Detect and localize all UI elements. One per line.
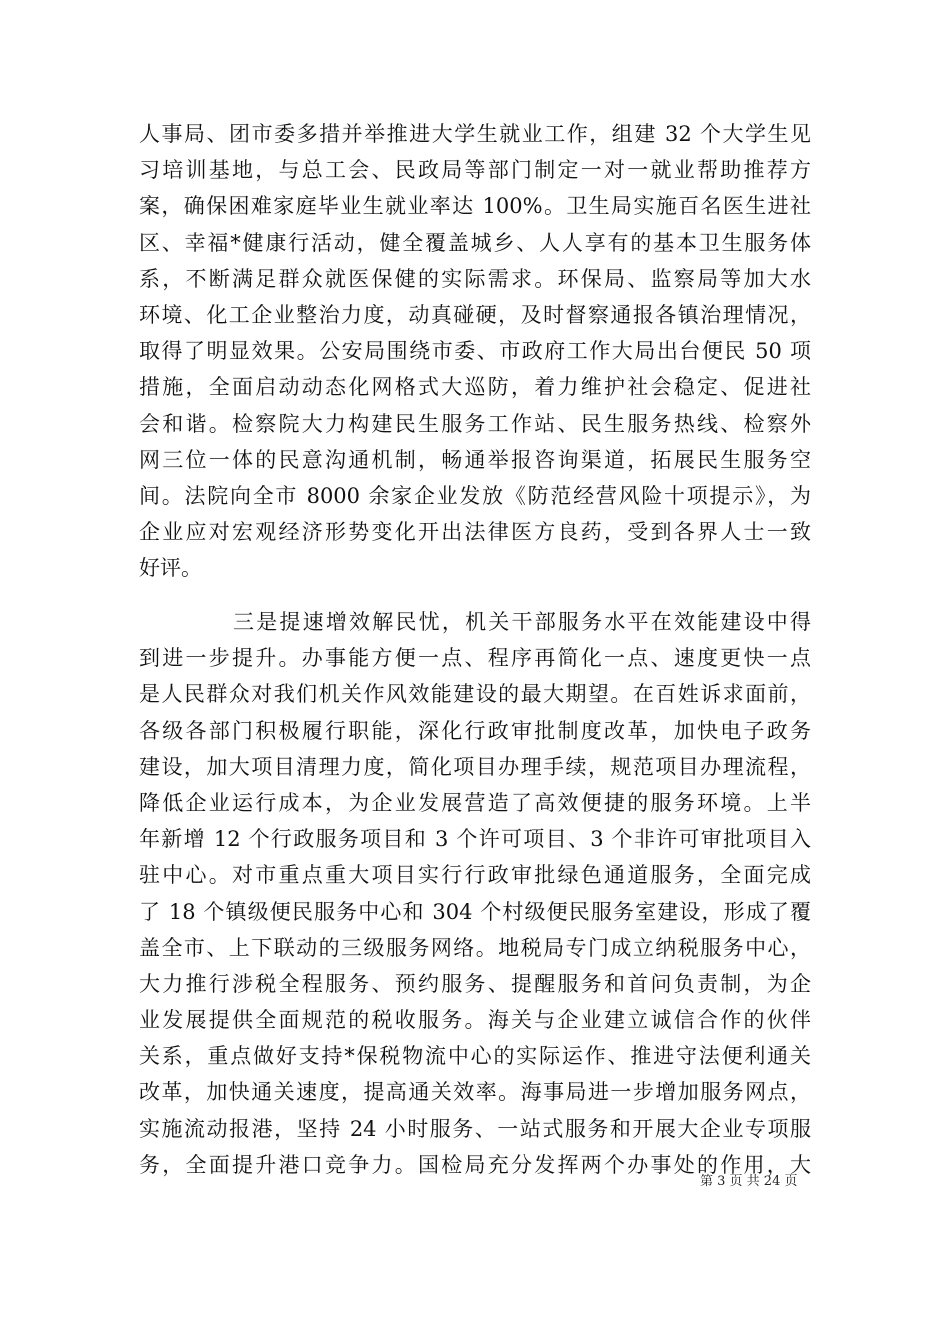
text-line: 取得了明显效果。公安局围绕市委、市政府工作大局出台便民 50 项: [139, 339, 811, 364]
text-line: 建设，加大项目清理力度，简化项目办理手续，规范项目办理流程，: [139, 754, 811, 779]
text-line: 区、幸福*健康行活动，健全覆盖城乡、人人享有的基本卫生服务体: [139, 230, 811, 255]
text-line: 驻中心。对市重点重大项目实行行政审批绿色通道服务，全面完成: [139, 863, 811, 888]
text-line: 降低企业运行成本，为企业发展营造了高效便捷的服务环境。上半: [139, 790, 811, 815]
text-line: 到进一步提升。办事能方便一点、程序再简化一点、速度更快一点: [139, 646, 811, 671]
text-line: 人事局、团市委多措并举推进大学生就业工作，组建 32 个大学生见: [139, 122, 811, 146]
text-line: 关系，重点做好支持*保税物流中心的实际运作、推进守法便利通关: [139, 1044, 811, 1069]
text-line: 年新增 12 个行政服务项目和 3 个许可项目、3 个非许可审批项目入: [139, 827, 811, 852]
text-line: 大力推行涉税全程服务、预约服务、提醒服务和首问负责制，为企: [139, 971, 811, 996]
text-line: 了 18 个镇级便民服务中心和 304 个村级便民服务室建设，形成了覆: [139, 899, 811, 924]
text-line: 网三位一体的民意沟通机制，畅通举报咨询渠道，拓展民生服务空: [139, 447, 811, 472]
text-line: 案，确保困难家庭毕业生就业率达 100%。卫生局实施百名医生进社: [139, 194, 811, 219]
paragraph-employment-services: [139, 116, 811, 586]
text-line: 盖全市、上下联动的三级服务网络。地税局专门成立纳税服务中心，: [139, 935, 811, 960]
page-number-footer: 第 3 页 共 24 页: [700, 1174, 798, 1189]
text-line: 会和谐。检察院大力构建民生服务工作站、民生服务热线、检察外: [139, 411, 811, 436]
text-line: 环境、化工企业整治力度，动真碰硬，及时督察通报各镇治理情况，: [139, 302, 811, 327]
text-line: 实施流动报港，坚持 24 小时服务、一站式服务和开展大企业专项服: [139, 1116, 811, 1141]
text-line: 间。法院向全市 8000 余家企业发放《防范经营风险十项提示》，为: [139, 483, 811, 508]
text-line: 习培训基地，与总工会、民政局等部门制定一对一就业帮助推荐方: [139, 158, 811, 183]
text-line: 好评。: [139, 556, 202, 581]
text-line: 系，不断满足群众就医保健的实际需求。环保局、监察局等加大水: [139, 266, 811, 291]
text-line: 业发展提供全面规范的税收服务。海关与企业建立诚信合作的伙伴: [139, 1008, 811, 1033]
paragraph-efficiency-services: [139, 604, 811, 1183]
text-line: 措施，全面启动动态化网格式大巡防，着力维护社会稳定、促进社: [139, 375, 811, 400]
text-line: 改革，加快通关速度，提高通关效率。海事局进一步增加服务网点，: [139, 1080, 811, 1105]
text-line: 企业应对宏观经济形势变化开出法律医方良药，受到各界人士一致: [139, 520, 811, 545]
text-line: 务，全面提升港口竞争力。国检局充分发挥两个办事处的作用，大: [139, 1152, 811, 1177]
text-line: 是人民群众对我们机关作风效能建设的最大期望。在百姓诉求面前，: [139, 682, 811, 707]
text-line: 三是提速增效解民忧，机关干部服务水平在效能建设中得: [233, 610, 811, 634]
text-line: 各级各部门积极履行职能，深化行政审批制度改革，加快电子政务: [139, 718, 811, 743]
